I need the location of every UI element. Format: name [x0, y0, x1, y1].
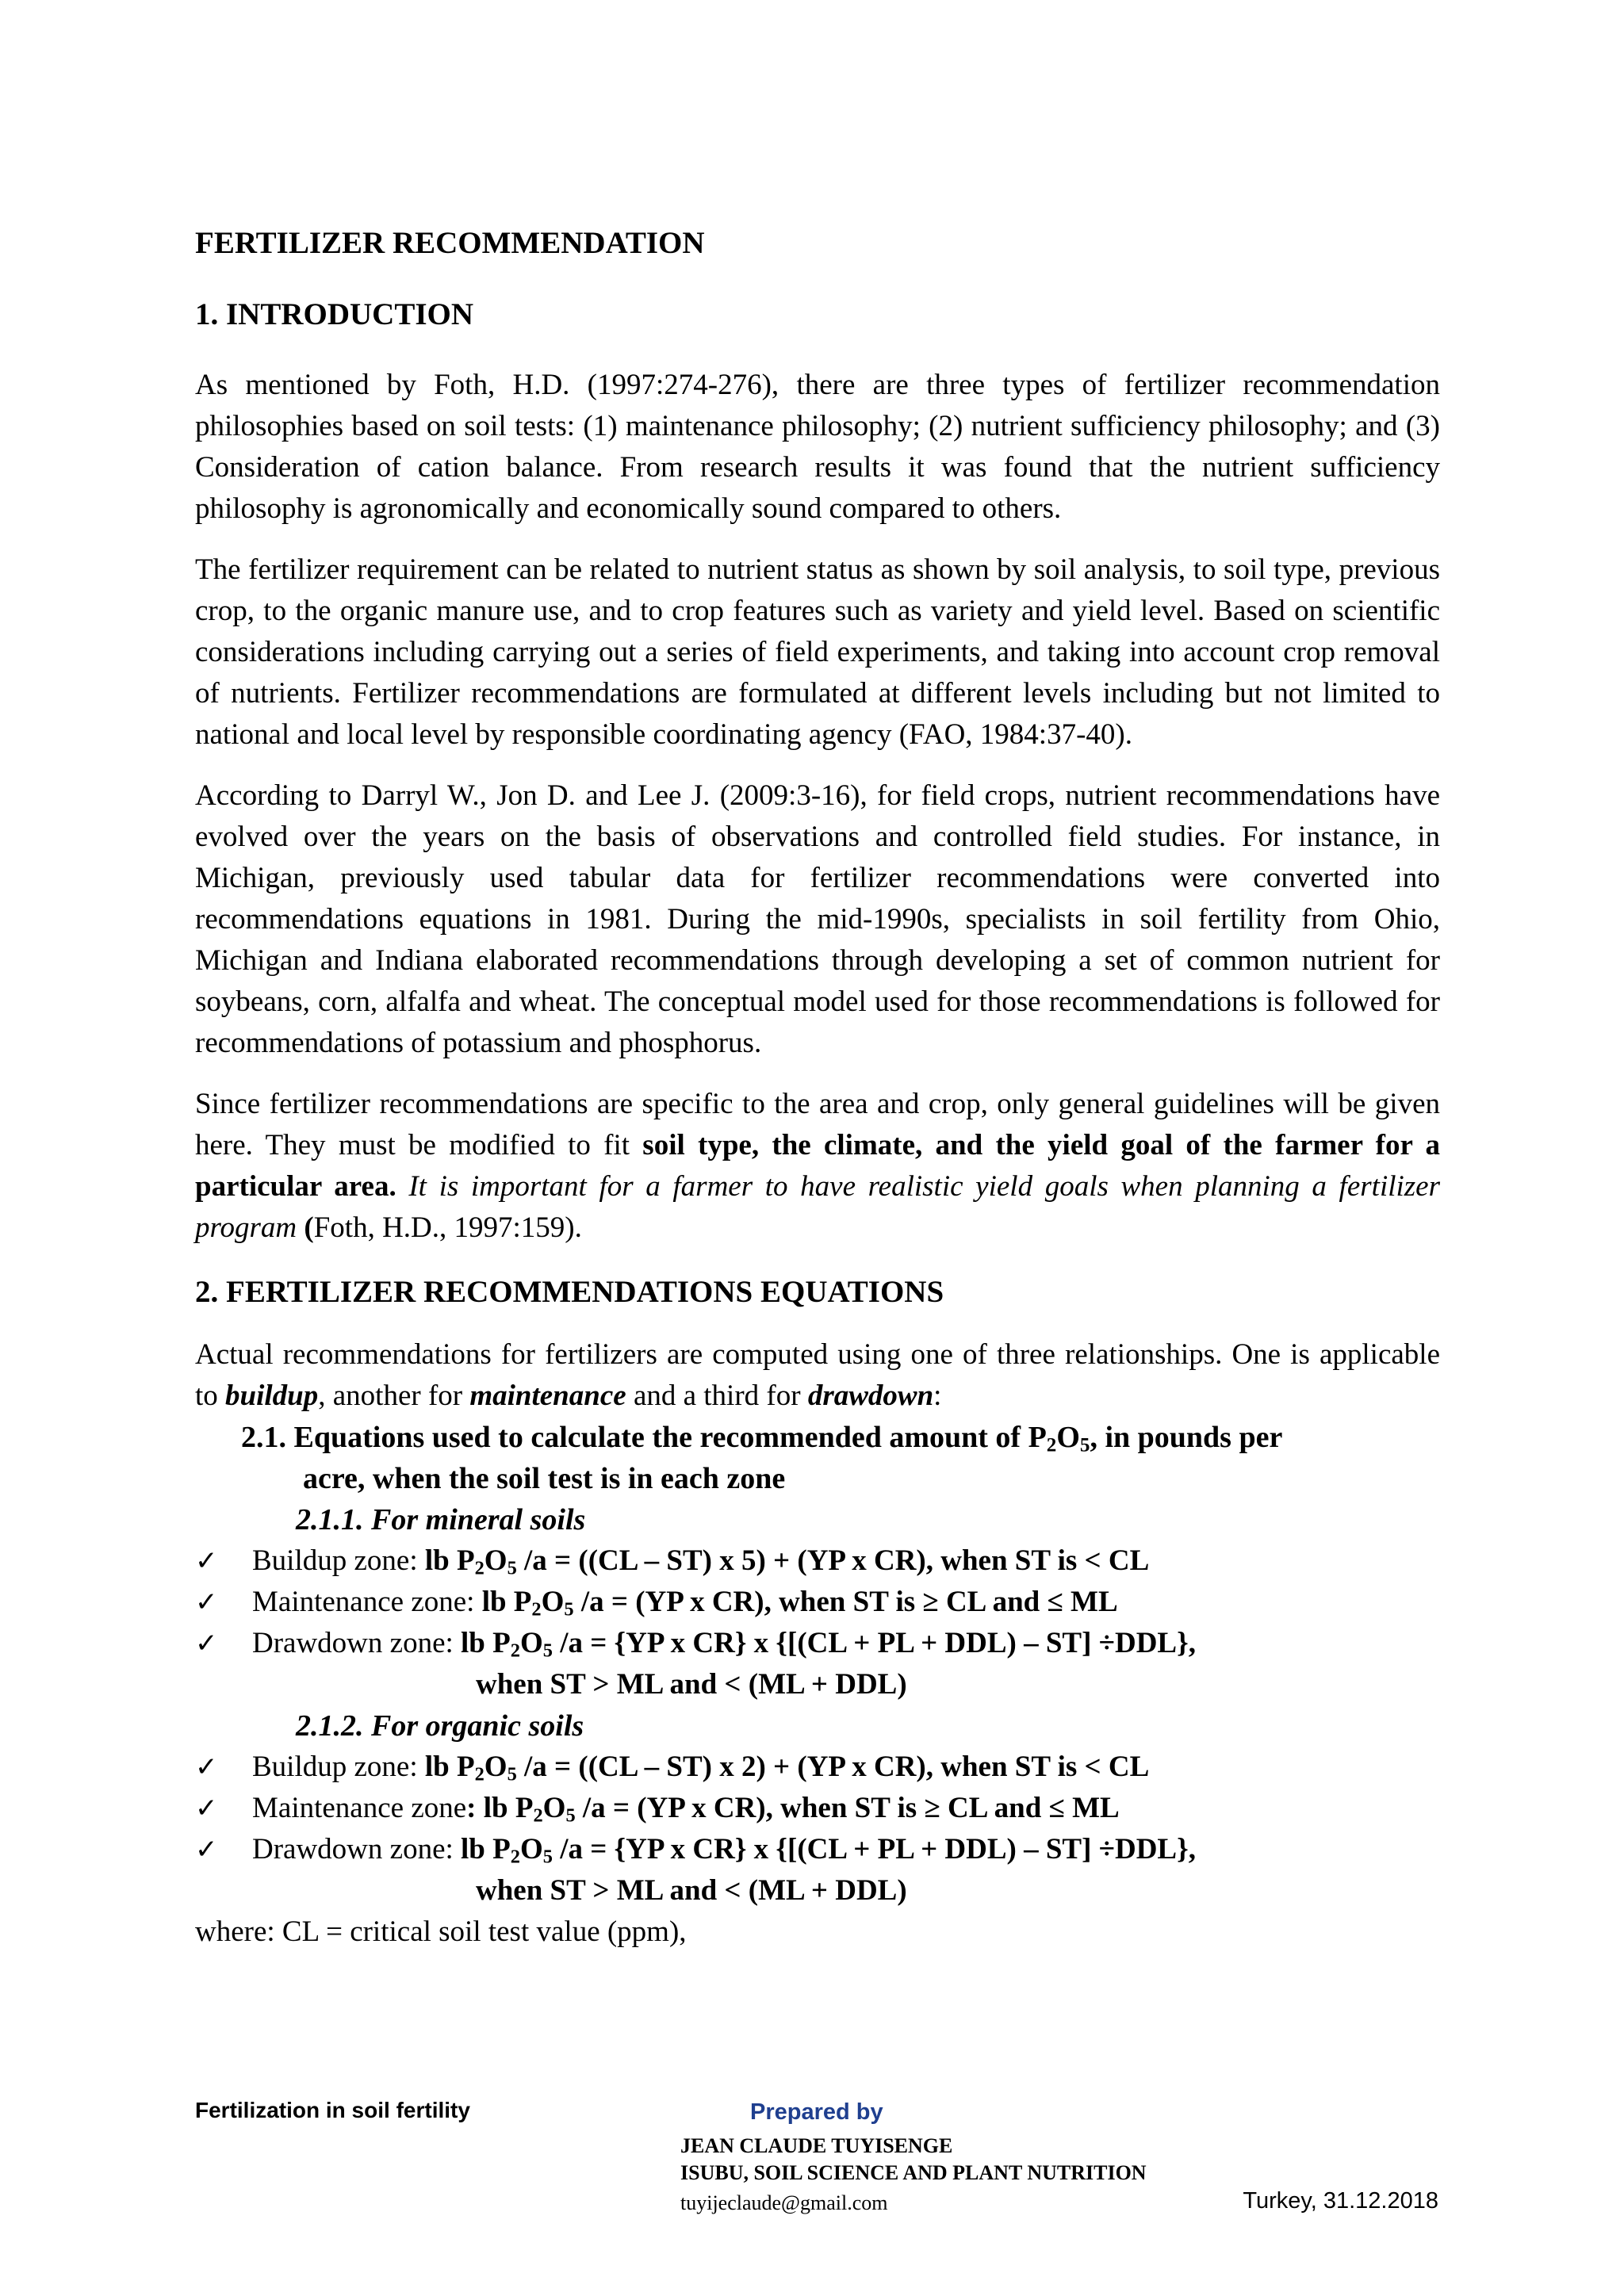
formula-part: /a = ((CL – ST) x 5) + (YP x CR), when ST is < CL — [516, 1544, 1150, 1577]
term-drawdown: drawdown — [807, 1380, 934, 1412]
zone-label: Drawdown zone: — [252, 1627, 462, 1659]
subscript: 5 — [564, 1598, 574, 1621]
footer-email: tuyijeclaude@gmail.com — [680, 2191, 888, 2214]
subscript: 2 — [510, 1640, 520, 1662]
organic-soils-heading: 2.1.2. For organic soils — [296, 1709, 584, 1743]
zone-label: Drawdown zone: — [252, 1833, 462, 1866]
page-content — [195, 224, 1440, 1953]
footer-place-date: Turkey, 31.12.2018 — [1243, 2188, 1438, 2214]
formula-part: O — [519, 1833, 543, 1866]
term-buildup: buildup — [225, 1380, 319, 1412]
formula-part: lb P — [483, 1792, 534, 1824]
organic-maintenance-equation — [195, 1788, 1440, 1829]
p4-italic-text: It is important for a farmer to have realistic yield goals when planning a fertilizer program — [195, 1170, 1441, 1244]
mineral-maintenance-equation — [195, 1582, 1440, 1623]
intro-text-c: and a third for — [626, 1380, 808, 1412]
mineral-buildup-equation — [195, 1540, 1440, 1582]
formula-part: lb P — [424, 1544, 475, 1577]
formula-part: O — [542, 1792, 566, 1824]
equations-intro — [195, 1334, 1440, 1417]
formula-part: /a = {YP x CR} x {[(CL + PL + DDL) – ST] ÷DDL}, — [552, 1627, 1196, 1659]
formula-part: lb P — [461, 1833, 511, 1866]
sub21-text-d: acre, when the soil test is in each zone — [303, 1462, 786, 1495]
intro-paragraph-4 — [195, 1084, 1440, 1249]
checkmark-icon: ✓ — [195, 1628, 218, 1659]
checkmark-icon: ✓ — [195, 1793, 218, 1824]
sub21-text-b: O — [1056, 1421, 1080, 1454]
intro-paragraph-3: According to Darryl W., Jon D. and Lee J. (2009:3-16), for field crops, nutrient recommendations have evolved over the years on the basis of observations and controlled field studies. For instance, in Michigan, previously used tabular data for fertilizer recommendations were converted into recommendations equations in 1981. During the mid-1990s, specialists in soil fertility from Ohio, Michigan and Indiana elaborated recommendations through developing a set of common nutrient for soybeans, corn, alfalfa and wheat. The conceptual model used for those recommendations is followed for recommendations of potassium and phosphorus. — [195, 779, 1440, 1059]
formula-part: O — [484, 1544, 508, 1577]
organic-buildup-equation — [195, 1747, 1440, 1788]
zone-label: Buildup zone: — [252, 1544, 425, 1577]
formula-part: : — [466, 1792, 484, 1824]
intro-text-a: Actual recommendations for fertilizers are computed using one of three relationships. One is applicable to — [195, 1338, 1440, 1412]
where-definition: where: CL = critical soil test value (ppm), — [195, 1915, 687, 1948]
intro-paragraph-1: As mentioned by Foth, H.D. (1997:274-276), there are three types of fertilizer recommendation philosophies based on soil tests: (1) maintenance philosophy; (2) nutrient sufficiency philosophy; and (3) Consideration of cation balance. From research results it was found that the nutrient sufficiency philosophy is agronomically and economically sound compared to others. — [195, 369, 1440, 525]
subscript: 5 — [507, 1557, 517, 1579]
p4-citation: Foth, H.D., 1997:159). — [313, 1211, 582, 1244]
formula-part: O — [541, 1586, 565, 1618]
zone-label: Buildup zone: — [252, 1751, 425, 1783]
zone-label: Maintenance zone — [252, 1792, 467, 1824]
mineral-equations-list — [195, 1540, 1440, 1705]
intro-text-d: : — [933, 1380, 942, 1412]
intro-paragraph-2: The fertilizer requirement can be related to nutrient status as shown by soil analysis, to soil type, previous crop, to the organic manure use, and to crop features such as variety and yield level. Based on scientific considerations including carrying out a series of field experiments, and taking into account crop removal of nutrients. Fertilizer recommendations are formulated at different levels including but not limited to national and local level by responsible coordinating agency (FAO, 1984:37-40). — [195, 553, 1440, 751]
p4-bold-text: soil type, the climate, and the yield goal of the farmer for a particular area. — [195, 1129, 1440, 1203]
organic-drawdown-equation — [195, 1829, 1440, 1911]
subscript: 2 — [474, 1763, 485, 1785]
formula-part: O — [519, 1627, 543, 1659]
footer-course-title: Fertilization in soil fertility — [195, 2098, 470, 2122]
formula-part: /a = ((CL – ST) x 2) + (YP x CR), when ST is < CL — [516, 1751, 1150, 1783]
section-2-heading: 2. FERTILIZER RECOMMENDATIONS EQUATIONS — [195, 1275, 944, 1309]
intro-text-b: , another for — [318, 1380, 470, 1412]
formula-part: lb P — [481, 1586, 532, 1618]
formula-part: lb P — [461, 1627, 511, 1659]
formula-part: O — [484, 1751, 508, 1783]
formula-continuation: when ST > ML and < (ML + DDL) — [476, 1874, 907, 1907]
checkmark-icon: ✓ — [195, 1751, 218, 1783]
formula-continuation: when ST > ML and < (ML + DDL) — [476, 1668, 907, 1701]
p4-text: Since fertilizer recommendations are specific to the area and crop, only general guidelines will be given here. They must be modified to fit — [195, 1088, 1440, 1161]
subscript: 2 — [533, 1804, 543, 1827]
page-footer — [195, 2098, 1440, 2225]
subsection-2-1-heading — [195, 1417, 1440, 1499]
formula-part: /a = (YP x CR), when ST is ≥ CL and ≤ ML — [575, 1792, 1120, 1824]
sub21-sub2: 2 — [1046, 1434, 1057, 1456]
subscript: 2 — [474, 1557, 485, 1579]
document-title: FERTILIZER RECOMMENDATION — [195, 226, 705, 260]
sub21-text-a: 2.1. Equations used to calculate the recommended amount of P — [241, 1421, 1047, 1454]
subscript: 2 — [531, 1598, 542, 1621]
subscript: 5 — [542, 1846, 553, 1868]
section-1-heading: 1. INTRODUCTION — [195, 297, 474, 331]
checkmark-icon: ✓ — [195, 1545, 218, 1577]
subscript: 5 — [565, 1804, 576, 1827]
sub21-sub5: 5 — [1079, 1434, 1090, 1456]
p4-paren: ( — [297, 1211, 314, 1244]
checkmark-icon: ✓ — [195, 1834, 218, 1866]
footer-institution: ISUBU, SOIL SCIENCE AND PLANT NUTRITION — [680, 2161, 1147, 2184]
footer-author-name: JEAN CLAUDE TUYISENGE — [680, 2134, 953, 2157]
checkmark-icon: ✓ — [195, 1586, 218, 1618]
formula-part: /a = {YP x CR} x {[(CL + PL + DDL) – ST] ÷DDL}, — [552, 1833, 1196, 1866]
formula-part: /a = (YP x CR), when ST is ≥ CL and ≤ ML — [573, 1586, 1118, 1618]
term-maintenance: maintenance — [469, 1380, 626, 1412]
subscript: 5 — [542, 1640, 553, 1662]
subscript: 5 — [507, 1763, 517, 1785]
sub21-text-c: , in pounds per — [1090, 1421, 1283, 1454]
organic-equations-list — [195, 1747, 1440, 1911]
footer-prepared-by: Prepared by — [750, 2099, 883, 2125]
zone-label: Maintenance zone: — [252, 1586, 482, 1618]
mineral-soils-heading: 2.1.1. For mineral soils — [296, 1503, 586, 1536]
formula-part: lb P — [424, 1751, 475, 1783]
mineral-drawdown-equation — [195, 1623, 1440, 1705]
subscript: 2 — [510, 1846, 520, 1868]
